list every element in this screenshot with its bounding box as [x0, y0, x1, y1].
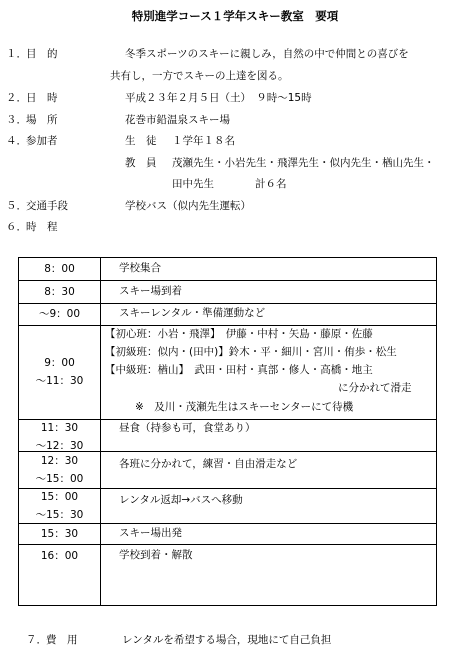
section-purpose-text-line2: 共有し，一方でスキーの上達を図る。 [110, 70, 289, 82]
section-place-number: ３． [6, 114, 27, 126]
participants-students-value: １学年１８名 [172, 135, 235, 147]
section-place-label: 場 所 [26, 114, 58, 126]
schedule-time: 16：00 [40, 549, 79, 562]
schedule-activity: 昼食（持参も可，食堂あり） [119, 422, 256, 434]
section-purpose-label: 目 的 [26, 48, 58, 60]
section-transport-number: ５． [6, 200, 27, 212]
schedule-activity: 【中級班：楢山】 武田・田村・真部・修人・高橋・地主 [105, 364, 373, 376]
schedule-activity: 【初心班：小岩・飛澤】 伊藤・中村・矢島・藤原・佐藤 [105, 328, 373, 340]
schedule-column-divider [100, 258, 101, 605]
schedule-time: 15：30 [40, 527, 79, 540]
schedule-table [18, 257, 437, 606]
participants-students-role: 生 徒 [125, 135, 157, 147]
document-title: 特別進学コース１学年スキー教室 要項 [131, 9, 339, 23]
schedule-row-divider [19, 303, 436, 304]
schedule-activity: 各班に分かれて，練習・自由滑走など [119, 458, 298, 470]
schedule-activity: ※ 及川・茂瀬先生はスキーセンターにて待機 [135, 401, 354, 413]
schedule-time: 9：00 ～11：30 [35, 357, 84, 387]
section-participants-number: ４． [6, 135, 27, 147]
section-purpose-number: １． [6, 48, 27, 60]
section-purpose-text-line1: 冬季スポーツのスキーに親しみ，自然の中で仲間との喜びを [125, 48, 409, 60]
participants-teachers-line1: 茂瀬先生・小岩先生・飛澤先生・似内先生・楢山先生・ [172, 157, 435, 169]
schedule-time: 8：00 [44, 263, 75, 275]
schedule-activity: スキーレンタル・準備運動など [119, 307, 266, 319]
section-cost-value: レンタルを希望する場合，現地にて自己負担 [122, 634, 332, 646]
section-datetime-value: 平成２３年２月５日（土） ９時～15時 [125, 92, 312, 104]
section-transport-label: 交通手段 [26, 200, 68, 212]
schedule-time: 15：00 ～15：30 [35, 491, 84, 521]
schedule-activity: 学校到着・解散 [119, 549, 193, 561]
schedule-activity: スキー場出発 [119, 527, 182, 539]
section-datetime-number: ２． [6, 92, 27, 104]
schedule-time: ～9：00 [38, 308, 81, 320]
schedule-row-divider [19, 325, 436, 326]
schedule-row-divider [19, 280, 436, 281]
section-cost-number: ７． [26, 634, 47, 646]
participants-teachers-total: 計６名 [255, 178, 287, 190]
section-datetime-label: 日 時 [26, 92, 58, 104]
schedule-time: 12：30 ～15：00 [35, 454, 84, 485]
section-schedule-label: 時 程 [26, 221, 58, 233]
schedule-time: 8：30 [44, 285, 75, 298]
schedule-activity: に分かれて滑走 [338, 382, 412, 394]
schedule-activity: 【初級班：似内・(田中)】鈴木・平・細川・宮川・侑歩・松生 [105, 346, 397, 358]
schedule-row-divider [19, 544, 436, 545]
participants-teachers-role: 教 員 [125, 157, 157, 169]
schedule-time: 11：30 ～12：30 [35, 422, 84, 452]
participants-teachers-line2: 田中先生 [172, 178, 214, 190]
section-transport-value: 学校バス（似内先生運転） [125, 200, 251, 212]
schedule-activity: 学校集合 [119, 262, 161, 274]
section-cost-label: 費 用 [46, 634, 78, 646]
section-participants-label: 参加者 [26, 135, 58, 147]
section-place-value: 花巻市鉛温泉スキー場 [125, 114, 230, 126]
section-schedule-number: ６． [6, 221, 27, 233]
schedule-activity: レンタル返却→バスへ移動 [119, 494, 243, 506]
schedule-activity: スキー場到着 [119, 285, 182, 297]
